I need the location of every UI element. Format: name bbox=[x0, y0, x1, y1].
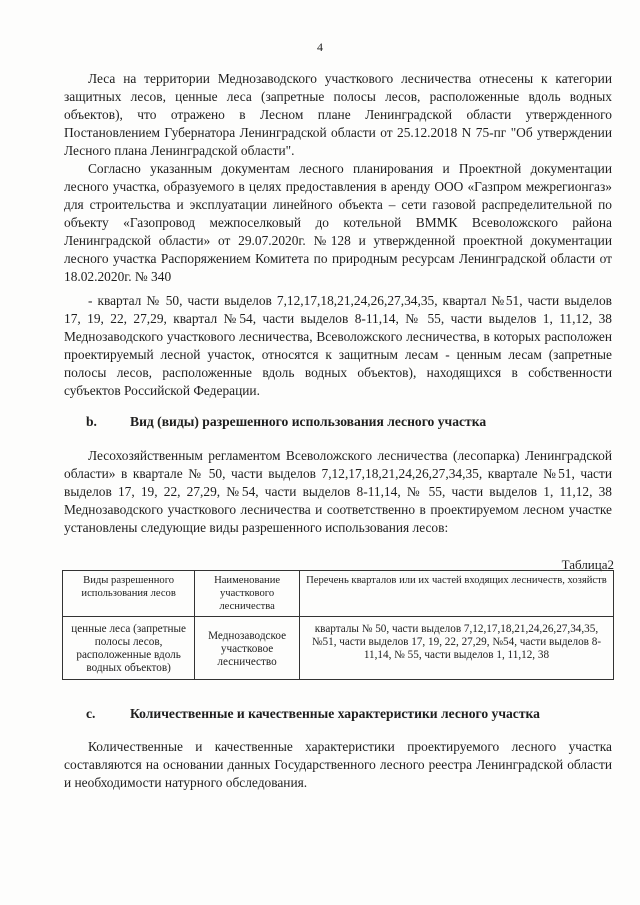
section-letter-b: b. bbox=[86, 414, 97, 429]
table-cell-quarters: кварталы № 50, части выделов 7,12,17,18,21,24,26,27,34,35, №51, части выделов 17, 19, 22, 27,29, №54, части выделов 8-11,14, № 55, части выделов 1, 11,12, 38 bbox=[299, 617, 613, 680]
table-cell-forestry: Меднозаводское участковое лесничество bbox=[195, 617, 300, 680]
paragraph-quarters-list: - квартал № 50, части выделов 7,12,17,18,21,24,26,27,34,35, квартал №51, части выделов 17, 19, 22, 27,29, квартал №54, части выделов 8-11,14, № 55, части выделов 1, 11,12, 38 Меднозаводского участкового лесничества, Всеволожского лесничества, в которых расположен проектируемый лесной участок, относятся к защитным лесам - ценным лесам (запретные полосы лесов, расположенные вдоль водных объектов), находящихся в собственности субъектов Российской Федерации. bbox=[64, 293, 612, 398]
permitted-use-table bbox=[62, 570, 614, 680]
section-heading-b bbox=[86, 414, 606, 430]
paragraph-forest-category: Леса на территории Меднозаводского участкового лесничества отнесены к категории защитных лесов, ценные леса (запретные полосы лесов, расположенные вдоль водных объектов), что отражено в Лесном плане Ленинградской области утвержденного Постановлением Губернатора Ленинградской области от 25.12.2018 N 75-пг "Об утверждении Лесного плана Ленинградской области". bbox=[64, 71, 612, 158]
table-header-row bbox=[63, 571, 614, 617]
table-header-quarters: Перечень кварталов или их частей входящих лесничеств, хозяйств bbox=[299, 571, 613, 617]
table-caption: Таблица2 bbox=[561, 557, 614, 572]
table-header-forestry: Наименование участкового лесничества bbox=[195, 571, 300, 617]
paragraph-planning-documents: Согласно указанным документам лесного планирования и Проектной документации лесного участка, образуемого в целях предоставления в аренду ООО «Газпром межрегионгаз» для строительства и эксплуатации линейного объекта – сети газовой распределительной по объекту «Газопровод межпоселковый до котельной ВММК Всеволожского района Ленинградской области» от 29.07.2020г. №128 и утвержденной проектной документации лесного участка Распоряжением Комитета по природным ресурсам Ленинградской области от 18.02.2020г. № 340 bbox=[64, 161, 612, 284]
page-number: 4 bbox=[317, 40, 323, 54]
table-header-use-type: Виды разрешенного использования лесов bbox=[63, 571, 195, 617]
table-cell-use-type: ценные леса (запретные полосы лесов, расположенные вдоль водных объектов) bbox=[63, 617, 195, 680]
table-row bbox=[63, 617, 614, 680]
paragraph-forestry-regulation: Лесохозяйственным регламентом Всеволожского лесничества (лесопарка) Ленинградской области» в квартале № 50, части выделов 7,12,17,18,21,24,26,27,34,35, квартале №51, части выделов 17, 19, 22, 27,29, №54, части выделов 8-11,14, № 55, части выделов 1, 11,12, 38 Меднозаводского участкового лесничества и соответственно в проектируемом лесном участке установлены следующие виды разрешенного использования лесов: bbox=[64, 448, 612, 535]
section-heading-c bbox=[86, 706, 606, 722]
paragraph-characteristics: Количественные и качественные характеристики проектируемого лесного участка составляются на основании данных Государственного лесного реестра Ленинградской области и необходимости натурного обследования. bbox=[64, 739, 612, 790]
section-title-c: Количественные и качественные характеристики лесного участка bbox=[130, 706, 540, 721]
section-title-b: Вид (виды) разрешенного использования лесного участка bbox=[130, 414, 487, 429]
section-letter-c: c. bbox=[86, 706, 96, 721]
